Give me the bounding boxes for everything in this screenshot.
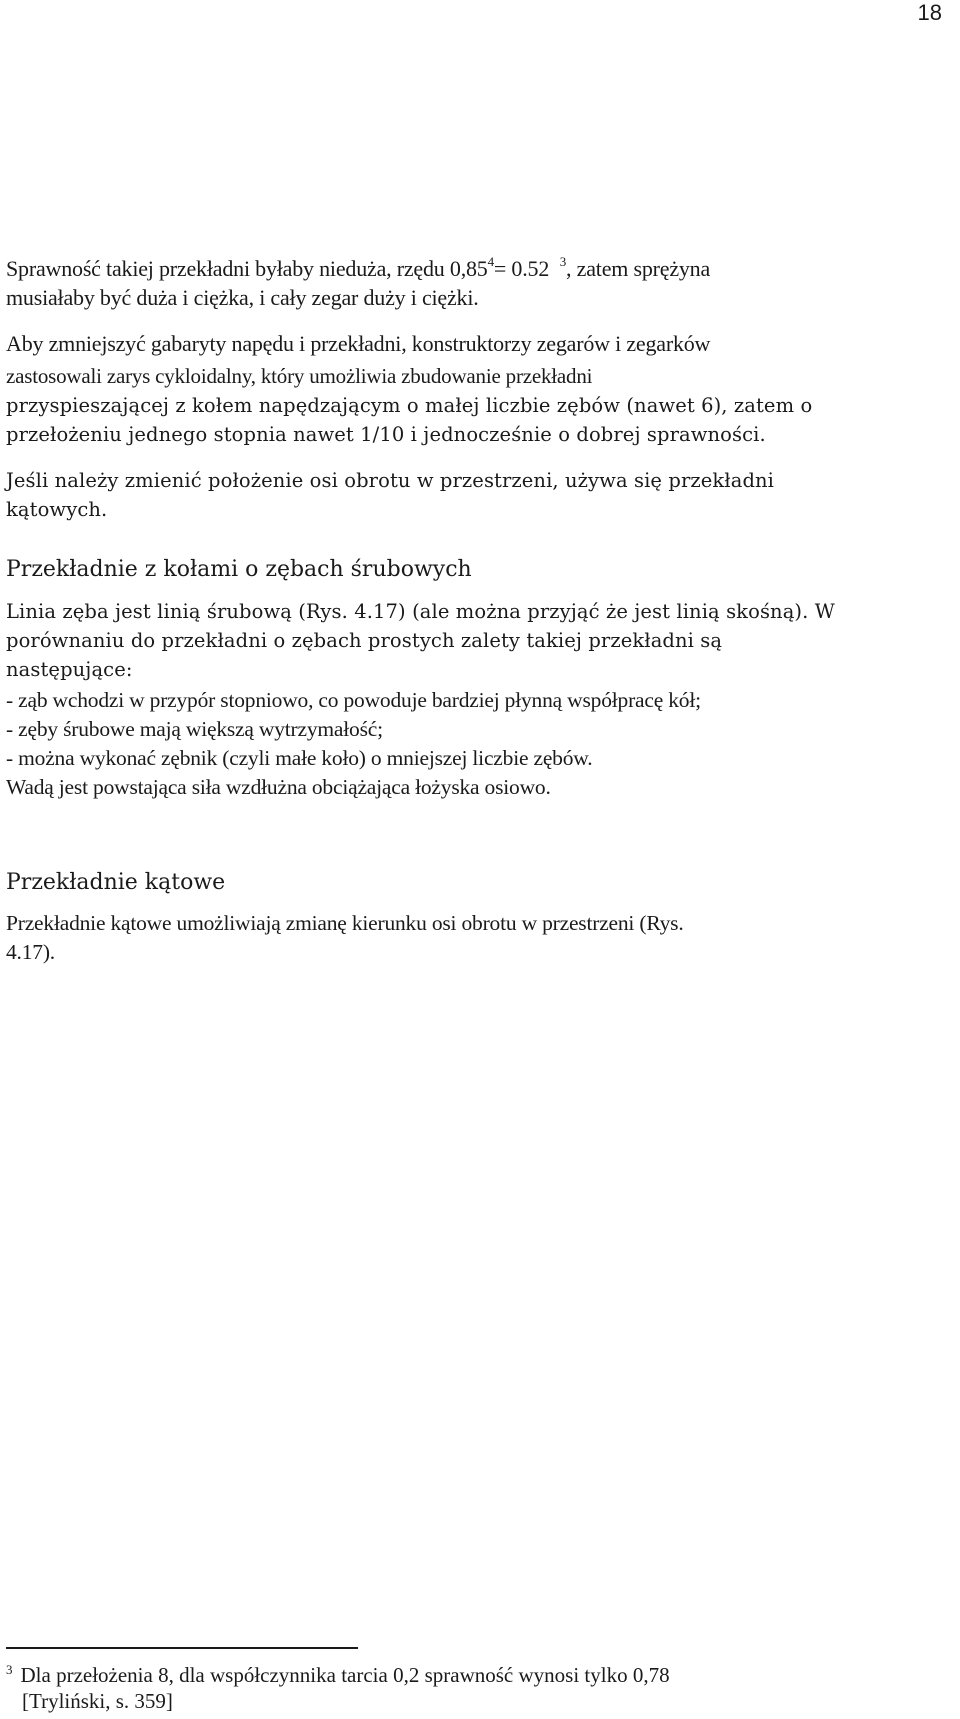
paragraph-helical	[6, 597, 946, 684]
footnote-line	[6, 1662, 946, 1688]
footnote-reference[interactable]: 3	[559, 253, 567, 269]
text-line: kątowych.	[6, 498, 108, 521]
text-line: następujące:	[6, 658, 133, 681]
list-item: - zęby śrubowe mają większą wytrzymałość;	[6, 717, 383, 741]
text-line: przełożeniu jednego stopnia nawet 1/10 i jednocześnie o dobrej sprawności.	[6, 423, 766, 446]
text-line	[6, 254, 946, 283]
paragraph-bevel	[6, 909, 946, 967]
paragraph-cycloidal	[6, 329, 946, 358]
text-line: Aby zmniejszyć gabaryty napędu i przekładni, konstruktorzy zegarów i zegarków	[6, 331, 711, 356]
text-line: musiałaby być duża i ciężka, i cały zegar duży i ciężki.	[6, 285, 479, 310]
text-line: przyspieszającej z kołem napędzającym o małej liczbie zębów (nawet 6), zatem o	[6, 394, 813, 417]
text-run: Sprawność takiej przekładni byłaby nieduża, rzędu 0,85	[6, 256, 488, 281]
text-line: Wadą jest powstająca siła wzdłużna obciążająca łożyska osiowo.	[6, 775, 551, 799]
text-line: porównaniu do przekładni o zębach prostych zalety takiej przekładni są	[6, 629, 723, 652]
section-heading-helical: Przekładnie z kołami o zębach śrubowych	[6, 557, 472, 582]
text-run: , zatem sprężyna	[566, 256, 711, 281]
exponent: 4	[487, 253, 494, 269]
list-item: - ząb wchodzi w przypór stopniowo, co powoduje bardziej płynną współpracę kół;	[6, 688, 701, 712]
text-run: = 0.52	[493, 256, 550, 281]
text-line: Jeśli należy zmienić położenie osi obrotu w przestrzeni, używa się przekładni	[6, 469, 775, 492]
footnote-text: Dla przełożenia 8, dla współczynnika tarcia 0,2 sprawność wynosi tylko 0,78	[20, 1663, 670, 1687]
paragraph-cycloidal-sans	[6, 391, 946, 449]
text-line: zastosowali zarys cykloidalny, który umożliwia zbudowanie przekładni	[6, 364, 593, 388]
footnote-citation: [Tryliński, s. 359]	[22, 1689, 173, 1713]
text-line: Przekładnie kątowe umożliwiają zmianę kierunku osi obrotu w przestrzeni (Rys.	[6, 911, 684, 935]
paragraph-cycloidal-cont	[6, 362, 946, 391]
text-line: 4.17).	[6, 940, 55, 964]
list-item: - można wykonać zębnik (czyli małe koło) o mniejszej liczbie zębów.	[6, 746, 593, 770]
list-advantages	[6, 686, 946, 802]
footnote	[6, 1662, 946, 1714]
section-heading-bevel: Przekładnie kątowe	[6, 870, 226, 895]
paragraph-efficiency	[6, 254, 946, 312]
footnote-separator	[6, 1647, 358, 1649]
paragraph-angular-intro	[6, 466, 946, 524]
footnote-mark: 3	[6, 1662, 13, 1677]
text-line: Linia zęba jest linią śrubową (Rys. 4.17) (ale można przyjąć że jest linią skośną). W	[6, 600, 835, 623]
page-number: 18	[917, 0, 942, 25]
